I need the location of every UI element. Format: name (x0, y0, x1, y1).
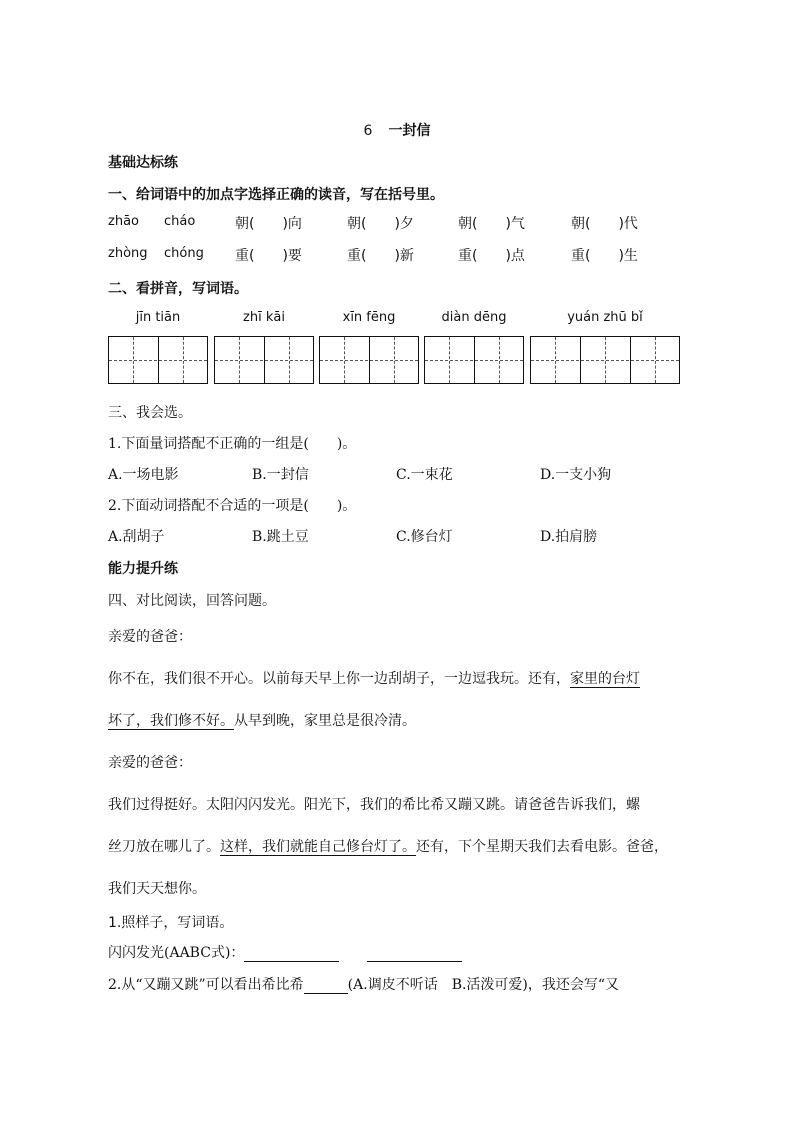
option[interactable]: C.一束花 (396, 467, 453, 483)
option[interactable]: C.修台灯 (396, 529, 453, 545)
pinyin-zhao: zhāo (108, 214, 139, 229)
q1-item: 朝( )向 (235, 216, 302, 232)
letter1-greeting: 亲爱的爸爸： (108, 629, 192, 645)
q2-pinyin: jīn tiān (135, 310, 181, 325)
option[interactable]: D.拍肩膀 (540, 529, 598, 545)
q1-item: 重( )点 (458, 248, 525, 264)
q4-sub1-stem: 1.照样子，写词语。 (108, 915, 234, 931)
q1-item: 朝( )代 (571, 216, 638, 232)
q4-heading: 四、对比阅读，回答问题。 (108, 593, 276, 609)
letter1-line1: 你不在，我们很不开心。以前每天早上你一边刮胡子，一边逗我玩。还有，家里的台灯 (108, 671, 640, 687)
option[interactable]: A.刮胡子 (108, 529, 165, 545)
answer-blank[interactable] (367, 947, 462, 962)
q2-pinyin: diàn dēng (441, 310, 507, 325)
section-advanced: 能力提升练 (108, 561, 178, 577)
page-title (0, 120, 794, 140)
writing-box[interactable] (424, 336, 524, 384)
q3-heading: 三、我会选。 (108, 405, 192, 421)
section-basic: 基础达标练 (108, 155, 178, 171)
q1-item: 朝( )夕 (347, 216, 414, 232)
q3-s1-stem: 1.下面量词搭配不正确的一组是( )。 (108, 436, 357, 452)
letter2-line2: 丝刀放在哪儿了。这样，我们就能自己修台灯了。还有，下个星期天我们去看电影。爸爸， (108, 839, 668, 855)
letter2-line3: 我们天天想你。 (108, 881, 206, 897)
writing-box[interactable] (319, 336, 419, 384)
option[interactable]: D.一支小狗 (540, 467, 612, 483)
option[interactable]: B.一封信 (252, 467, 309, 483)
option[interactable]: B.跳土豆 (252, 529, 309, 545)
q2-pinyin: zhī kāi (243, 310, 285, 325)
answer-blank[interactable] (244, 947, 339, 962)
lesson-number: 6 (363, 123, 373, 139)
letter2-greeting: 亲爱的爸爸： (108, 755, 192, 771)
answer-blank[interactable] (304, 979, 348, 994)
q3-s2-stem: 2.下面动词搭配不合适的一项是( )。 (108, 498, 357, 514)
q1-item: 朝( )气 (458, 216, 525, 232)
writing-box[interactable] (530, 336, 680, 384)
q2-pinyin: xīn fēng (342, 310, 396, 325)
pinyin-chao: cháo (164, 214, 196, 229)
q4-sub2: 2.从“又蹦又跳”可以看出希比希 (A.调皮不听话 B.活泼可爱)，我还会写“又 (108, 977, 620, 993)
pinyin-zhong: zhòng (108, 246, 148, 261)
q1-item: 重( )新 (347, 248, 414, 264)
pinyin-chong: chóng (164, 246, 204, 261)
letter1-line2: 坏了，我们修不好。从早到晚，家里总是很冷清。 (108, 713, 416, 729)
q2-pinyin: yuán zhū bǐ (567, 310, 643, 325)
q4-sub1-example: 闪闪发光(AABC式)： (108, 942, 462, 962)
lesson-title: 一封信 (388, 123, 431, 139)
writing-box[interactable] (108, 336, 208, 384)
writing-box[interactable] (214, 336, 314, 384)
letter2-line1: 我们过得挺好。太阳闪闪发光。阳光下，我们的希比希又蹦又跳。请爸爸告诉我们，螺 (108, 797, 640, 813)
q2-heading: 二、看拼音，写词语。 (108, 281, 248, 297)
q1-item: 重( )要 (235, 248, 302, 264)
option[interactable]: A.一场电影 (108, 467, 179, 483)
q1-heading: 一、给词语中的加点字选择正确的读音，写在括号里。 (108, 187, 444, 203)
q1-item: 重( )生 (571, 248, 638, 264)
